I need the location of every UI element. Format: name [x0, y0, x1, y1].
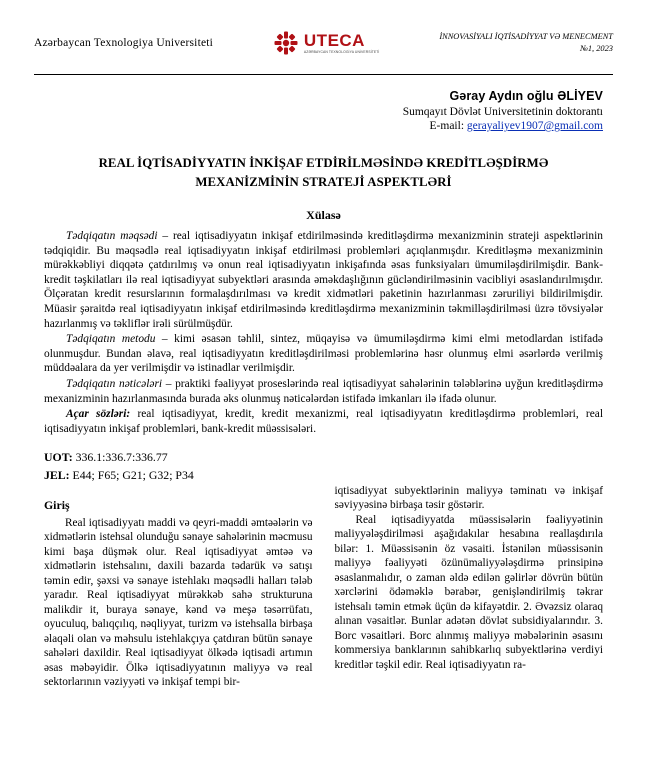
journal-logo: [260, 30, 392, 56]
left-column: [44, 484, 313, 690]
abstract-lead: Tədqiqatın metodu: [66, 333, 156, 346]
keywords-label: Açar sözləri:: [66, 408, 131, 421]
title-line-2: MEXANİZMİNİN STRATEJİ ASPEKTLƏRİ: [195, 174, 452, 189]
body-paragraph: iqtisadiyyat subyektlərinin maliyyə təminatı və inkişaf səviyyəsinə birbaşa təsir göstərir.: [334, 484, 603, 512]
keywords-text: real iqtisadiyyat, kredit, kredit mexanizmi, real iqtisadiyyatın kreditləşdirmə problemləri, real iqtisadiyyatın inkişaf problemləri, bank-kredit müəssisələri.: [44, 408, 603, 435]
abstract-text: – real iqtisadiyyatın inkişaf etdirilməsində kreditləşdirmə mexanizminin strateji aspektlərinin tədqiqidir. Bu məqsədlə real iqtisadiyyatın inkişaf etdirilməsi problemləri açıqlanmışdır. Kreditləşmə mexanizminin mürəkkəbliyi diqqətə çatdırılmış və onun real iqtisadiyyatın inkişafında əsas funksiyaları ümumiləşdirilmişdir. Bank-kredit təşkilatları ilə real iqtisadiyyat subyektləri arasında əməkdaşlığının gücləndirilməsinin vacibliyi əsaslandırılmışdır. Ölçəratan kredit resurslarının formalaşdırılması və kredit xidmətləri paketinin hazırlanması zəruriliyi bildirilmişdir. Müasir şəraitdə real iqtisadiyyatın inkişaf etdirilməsində kreditləşdirmə mexanizminin təkmilləşdirilməsi üzrə tövsiyələr hazırlanmış və təkliflər irəli sürülmüşdür.: [44, 230, 603, 330]
email-link[interactable]: gerayaliyev1907@gmail.com: [466, 120, 603, 132]
journal-issue: №1, 2023: [579, 44, 613, 53]
classification-codes: [44, 449, 603, 483]
jel-label: JEL:: [44, 467, 70, 482]
author-affiliation: Sumqayıt Dövlət Universitetinin doktorantı: [402, 106, 603, 118]
abstract-body: [44, 229, 603, 436]
keywords-paragraph: [44, 407, 603, 436]
article-page: [0, 14, 647, 771]
right-column: [335, 484, 604, 690]
abstract-lead: Tədqiqatın nəticələri: [66, 378, 163, 391]
masthead: [34, 14, 613, 72]
abstract-lead: Tədqiqatın məqsədi: [66, 230, 158, 243]
author-block: [34, 89, 603, 132]
university-name: Azərbaycan Texnologiya Universiteti: [34, 37, 214, 49]
uot-label: UOT:: [44, 450, 73, 465]
title-line-1: REAL İQTİSADİYYATIN İNKİŞAF ETDİRİLMƏSİNDƏ KREDİTLƏŞDİRMƏ: [98, 156, 549, 170]
logo-wordmark: UTECA: [303, 30, 365, 50]
jel-code: [44, 467, 603, 484]
abstract-paragraph: [44, 332, 603, 376]
uteca-logo-icon: [273, 30, 299, 56]
author-email: [34, 120, 603, 132]
uot-value: 336.1:336.7:336.77: [72, 450, 168, 465]
abstract-paragraph: [44, 377, 603, 406]
abstract-text: – kimi əsasən təhlil, sintez, müqayisə və ümumiləşdirmə kimi elmi metodlardan istifadə olunmuşdur. Bundan əlavə, real iqtisadiyyatın kreditləşdirilməsi problemlərinə həsr olunmuş elmi əsərlərdə verilmiş müddəalara da yer verilmişdir və istinadlar verilmişdir.: [44, 333, 603, 375]
body-columns: [44, 484, 603, 690]
abstract-text: – praktiki fəaliyyət proseslərində real iqtisadiyyat sahələrinin tələblərinə uyğun kreditləşdirmə mexanizminin hazırlanmasında burada əks olunmuş nəticələrdən istifadə imkanları ilə ifadə olunur.: [44, 378, 603, 405]
section-heading-intro: Giriş: [44, 497, 70, 512]
body-paragraph: Real iqtisadiyyatı maddi və qeyri-maddi əmtəələrin və xidmətlərin istehsal olunduğu sənaye sahələrinin məcmusu kimi başa düşmək olur. Real iqtisadiyyat əmtəə və xidmətlərin istehsalını, daxili bazarda tədarük və satışı təmin edir, şəxsi və sənaye istehlakı məqsədli halları tələb yaradır. Real iqtisadiyyat mürəkkəb sahə strukturuna malikdir it, buraya sənaye, kənd və meşə təsərrüfatı, oyuculuq, balıqçılıq, nəqliyyat, turizm və istehsalla birbaşa əlaqəli olan və məhsulu istehlakçıya çatdıran bütün sənaye sahələri daxildir. Real iqtisadiyyat ölkədə iqtisadi artımın əsas məbəyidir. Ölkə iqtisadiyyatının maliyyə və real sektorlarının vəziyyəti və inkişaf tempi bir-: [44, 516, 313, 689]
journal-title: İNNOVASİYALI İQTİSADİYYAT VƏ MENECMENT: [439, 31, 613, 41]
email-label: E-mail:: [429, 120, 467, 132]
abstract-heading: Xülasə: [306, 208, 341, 223]
jel-value: E44; F65; G21; G32; P34: [69, 467, 194, 482]
header-divider: [34, 74, 613, 75]
logo-subtext: AZƏRBAYCAN TEXNOLOGİYA UNİVERSİTETİ: [303, 49, 380, 54]
abstract-paragraph: [44, 229, 603, 331]
uot-code: [44, 449, 603, 466]
author-name: Gəray Aydın oğlu ƏLİYEV: [449, 89, 603, 103]
page-title: [60, 154, 587, 191]
journal-info: [439, 31, 613, 55]
body-paragraph: Real iqtisadiyyatda müəssisələrin fəaliyyətinin maliyyələşdirilməsi aşağıdakılar hesabına reallaşdırıla bilər: 1. Müəssisənin öz vəsaiti. İstənilən müəssisənin maliyyə fəaliyyəti özünümaliyyələşdirmə prinsipinə əsaslanmalıdır, o zaman əldə edilən gəlirlər dövrün bütün xərclərini ödəməklə bərabər, genişləndirilmiş təkrar istehsalı təmin etmək üçün də kifayətdir. 2. Əvəzsiz olaraq alınan vəsaitlər. Bunlar adətən dövlət subsidiyalarındır. 3. Borc vəsaitləri. Borc alınmış maliyyə məbələrinin əsasını kommersiya banklarının sahibkarlıq subyektlərinə verdiyi kreditlər təşkil edir. Real iqtisadiyyatın ra-: [334, 513, 603, 671]
